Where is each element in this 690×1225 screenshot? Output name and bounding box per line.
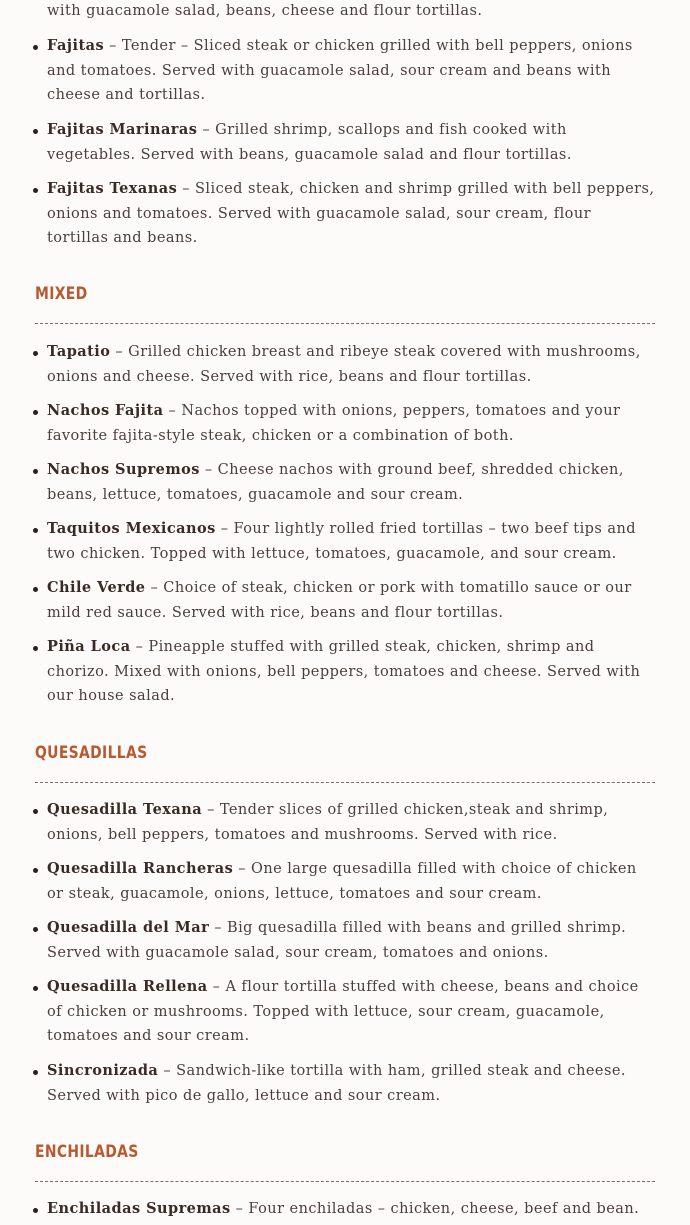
menu-item-quesadilla-rellena bbox=[47, 975, 657, 1049]
menu-item-nachos-fajita bbox=[47, 399, 657, 448]
section-heading-mixed: MIXED bbox=[35, 284, 88, 304]
bullet-icon bbox=[33, 1208, 38, 1213]
item-description: – Tender slices of grilled chicken,steak and shrimp, onions, bell peppers, tomatoes and mushrooms. Served with rice. bbox=[47, 802, 609, 843]
item-description: – Pineapple stuffed with grilled steak, chicken, shrimp and chorizo. Mixed with onions, bell peppers, tomatoes and cheese. Served with our house salad. bbox=[47, 639, 641, 705]
menu-item-fajitas-texanas bbox=[47, 177, 657, 251]
item-name: Quesadilla Texana bbox=[47, 801, 203, 818]
item-description: – Sandwich-like tortilla with ham, grilled steak and cheese. Served with pico de gallo, lettuce and sour cream. bbox=[47, 1063, 626, 1104]
bullet-icon bbox=[33, 129, 38, 134]
item-name: Fajitas Marinaras bbox=[47, 121, 198, 138]
item-description: – Big quesadilla filled with beans and grilled shrimp. Served with guacamole salad, sour cream, tomatoes and onions. bbox=[47, 920, 627, 961]
item-name: Nachos Fajita bbox=[47, 402, 164, 419]
bullet-icon bbox=[33, 986, 38, 991]
item-name: Nachos Supremos bbox=[47, 461, 200, 478]
menu-item-nachos-supremos bbox=[47, 458, 657, 507]
menu-item-quesadilla-rancheras bbox=[47, 857, 657, 906]
menu-item-pina-loca bbox=[47, 635, 657, 709]
item-description: – Nachos topped with onions, peppers, tomatoes and your favorite fajita-style steak, chicken or a combination of both. bbox=[47, 403, 621, 444]
item-description: – Cheese nachos with ground beef, shredded chicken, beans, lettuce, tomatoes, guacamole and sour cream. bbox=[47, 462, 624, 503]
item-description: – Grilled chicken breast and ribeye steak covered with mushrooms, onions and cheese. Served with rice, beans and flour tortillas. bbox=[47, 344, 641, 385]
menu-item-sincronizada bbox=[47, 1059, 657, 1108]
menu-item-taquitos-mexicanos bbox=[47, 517, 657, 566]
bullet-icon bbox=[33, 587, 38, 592]
menu-item-fajitas-marinaras bbox=[47, 118, 657, 167]
menu-item-chile-verde bbox=[47, 576, 657, 625]
bullet-icon bbox=[33, 410, 38, 415]
item-name: Quesadilla Rancheras bbox=[47, 860, 234, 877]
bullet-icon bbox=[33, 351, 38, 356]
item-description: – One large quesadilla filled with choice of chicken or steak, guacamole, onions, lettuce, tomatoes and sour cream. bbox=[47, 861, 637, 902]
bullet-icon bbox=[33, 809, 38, 814]
item-name: Taquitos Mexicanos bbox=[47, 520, 216, 537]
menu-item-enchiladas-supremas bbox=[47, 1197, 657, 1222]
item-description: – Four lightly rolled fried tortillas – two beef tips and two chicken. Topped with lettuce, tomatoes, guacamole, and sour cream. bbox=[47, 521, 636, 562]
section-divider bbox=[35, 1181, 655, 1182]
item-name: Chile Verde bbox=[47, 579, 146, 596]
bullet-icon bbox=[33, 927, 38, 932]
bullet-icon bbox=[33, 45, 38, 50]
item-description: – A flour tortilla stuffed with cheese, beans and choice of chicken or mushrooms. Topped with lettuce, sour cream, guacamole, tomatoes and sour cream. bbox=[47, 979, 639, 1045]
section-heading-enchiladas: ENCHILADAS bbox=[35, 1142, 139, 1162]
item-name: Piña Loca bbox=[47, 638, 131, 655]
section-divider bbox=[35, 782, 655, 783]
item-description: – Tender – Sliced steak or chicken grilled with bell peppers, onions and tomatoes. Served with guacamole salad, sour cream and beans with cheese and tortillas. bbox=[47, 38, 633, 104]
item-description-continued: with guacamole salad, beans, cheese and flour tortillas. bbox=[47, 3, 483, 19]
item-name: Enchiladas Supremas bbox=[47, 1200, 231, 1217]
item-description: – Sliced steak, chicken and shrimp grilled with bell peppers, onions and tomatoes. Served with guacamole salad, sour cream, flour tortillas and beans. bbox=[47, 181, 655, 247]
menu-item-quesadilla-del-mar bbox=[47, 916, 657, 965]
item-name: Fajitas Texanas bbox=[47, 180, 178, 197]
item-name: Quesadilla del Mar bbox=[47, 919, 210, 936]
bullet-icon bbox=[33, 188, 38, 193]
item-name: Tapatio bbox=[47, 343, 111, 360]
item-name: Quesadilla Rellena bbox=[47, 978, 208, 995]
bullet-icon bbox=[33, 528, 38, 533]
item-description: – Four enchiladas – chicken, cheese, beef and bean. bbox=[230, 1201, 640, 1217]
menu-item-quesadilla-texana bbox=[47, 798, 657, 847]
bullet-icon bbox=[33, 469, 38, 474]
item-name: Sincronizada bbox=[47, 1062, 159, 1079]
section-divider bbox=[35, 323, 655, 324]
bullet-icon bbox=[33, 868, 38, 873]
item-description: – Grilled shrimp, scallops and fish cooked with vegetables. Served with beans, guacamole salad and flour tortillas. bbox=[47, 122, 572, 163]
menu-item-tapatio bbox=[47, 340, 657, 389]
menu-item-fajitas bbox=[47, 34, 657, 108]
bullet-icon bbox=[33, 646, 38, 651]
item-name: Fajitas bbox=[47, 37, 105, 54]
section-heading-quesadillas: QUESADILLAS bbox=[35, 743, 148, 763]
item-description: – Choice of steak, chicken or pork with tomatillo sauce or our mild red sauce. Served with rice, beans and flour tortillas. bbox=[47, 580, 632, 621]
bullet-icon bbox=[33, 1070, 38, 1075]
